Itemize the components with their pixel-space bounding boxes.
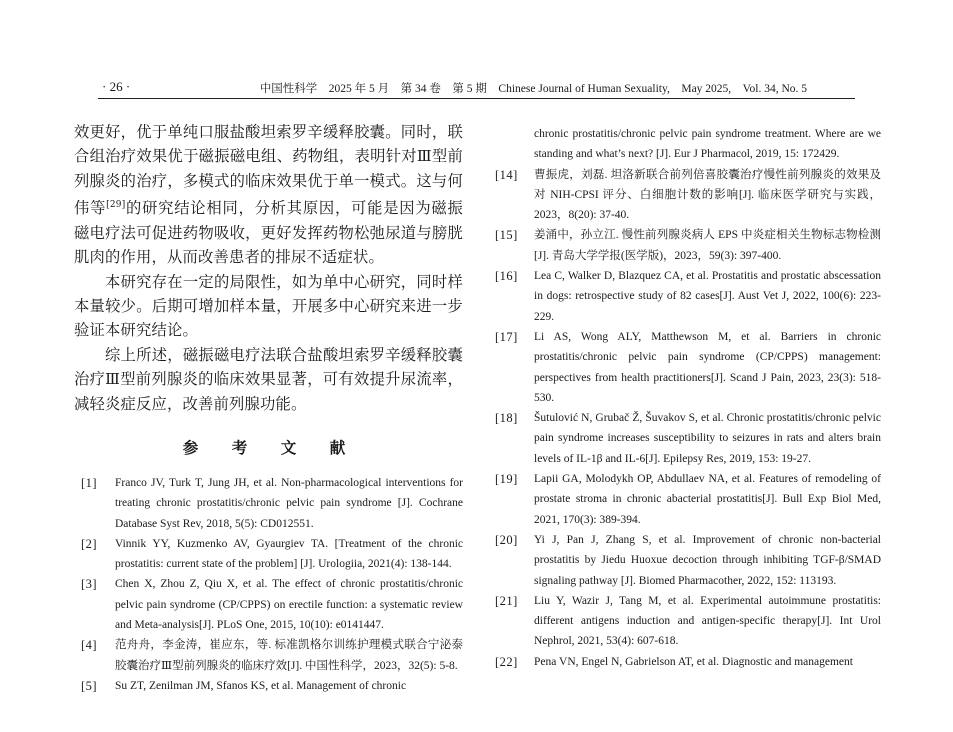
reference-text: chronic prostatitis/chronic pelvic pain syndrome treatment. Where are we standing and what’s next? [J]. Eur J Pharmacol, 2019, 15: 172429.: [534, 128, 881, 161]
right-column: [495, 124, 881, 672]
reference-item: [74, 676, 463, 696]
reference-item: [495, 225, 881, 266]
reference-label: [18]: [495, 411, 518, 426]
reference-label: [3]: [81, 577, 98, 592]
reference-label: [1]: [81, 475, 98, 490]
reference-text: Vinnik YY, Kuzmenko AV, Gyaurgiev TA. [Treatment of the chronic prostatitis: current state of the problem] [J]. Urologiia, 2021(4): 138-144.: [115, 537, 463, 571]
reference-label: [19]: [495, 472, 518, 487]
reference-label: [16]: [495, 269, 518, 284]
reference-label: [5]: [81, 678, 98, 693]
left-column: [74, 120, 463, 696]
reference-item: [74, 635, 463, 676]
journal-citation-line: 中国性科学 2025 年 5 月 第 34 卷 第 5 期 Chinese Journal of Human Sexuality, May 2025, Vol. 34, No. 5: [259, 83, 807, 95]
reference-item: [74, 574, 463, 635]
page-number: · 26 ·: [102, 79, 131, 94]
reference-label: [21]: [495, 593, 518, 608]
reference-text: Yi J, Pan J, Zhang S, et al. Improvement of chronic non-bacterial prostatitis by Jiedu Huoxue decoction through inhibiting TGF-β/SMAD signaling pathway [J]. Biomed Pharmacother, 2022, 152: 113193.: [534, 533, 881, 587]
reference-text: Su ZT, Zenilman JM, Sfanos KS, et al. Management of chronic: [115, 679, 407, 692]
reference-text: Li AS, Wong ALY, Matthewson M, et al. Barriers in chronic prostatitis/chronic pelvic pain syndrome (CP/CPPS) management: perspectives from health practitioners[J]. Scand J Pain, 2023, 23(3): 518-530.: [534, 330, 881, 404]
reference-item: [495, 530, 881, 591]
reference-item: [495, 266, 881, 327]
reference-item: [495, 165, 881, 226]
reference-item: [495, 591, 881, 652]
body-paragraph-3: 综上所述，磁振磁电疗法联合盐酸坦索罗辛缓释胶囊治疗Ⅲ型前列腺炎的临床效果显著，可有效提升尿流率，减轻炎症反应，改善前列腺功能。: [74, 345, 463, 413]
reference-list-left: [74, 473, 463, 696]
reference-text: 范舟舟，李金涛，崔应东，等. 标准凯格尔训练护理模式联合宁泌泰胶囊治疗Ⅲ型前列腺炎的临床疗效[J]. 中国性科学，2023，32(5): 5-8.: [115, 639, 463, 672]
reference-label: [17]: [495, 329, 518, 344]
references-heading: 参 考 文 献: [182, 437, 355, 457]
reference-text: Pena VN, Engel N, Gabrielson AT, et al. Diagnostic and management: [534, 655, 853, 668]
reference-text: Liu Y, Wazir J, Tang M, et al. Experimental autoimmune prostatitis: different antigens induction and antigen-specific therapy[J]. Int Urol Nephrol, 2021, 53(4): 607-618.: [534, 594, 881, 648]
reference-text: Chen X, Zhou Z, Qiu X, et al. The effect of chronic prostatitis/chronic pelvic pain syndrome (CP/CPPS) on erectile function: a systematic review and Meta-analysis[J]. PLoS One, 2015, 10(10): e0141447.: [115, 578, 463, 632]
reference-item: [495, 408, 881, 469]
reference-item: [495, 652, 881, 672]
reference-item: [74, 473, 463, 534]
running-header: [98, 76, 855, 99]
reference-text: Franco JV, Turk T, Jung JH, et al. Non-pharmacological interventions for treating chronic prostatitis/chronic pelvic pain syndrome [J]. Cochrane Database Syst Rev, 2018, 5(5): CD012551.: [115, 476, 463, 530]
reference-text: Šutulović N, Grubač Ž, Šuvakov S, et al. Chronic prostatitis/chronic pelvic pain syndrome increases susceptibility to seizures in rats and alters brain levels of IL-1β and IL-6[J]. Epilepsy Res, 2019, 153: 19-27.: [534, 412, 881, 465]
reference-label: [14]: [495, 167, 518, 182]
reference-text: 曹振虎，刘磊. 坦洛新联合前列倍喜胶囊治疗慢性前列腺炎的效果及对 NIH-CPSI 评分、白细胞计数的影响[J]. 临床医学研究与实践，2023，8(20): 37-40.: [534, 168, 881, 222]
reference-label: [22]: [495, 654, 518, 669]
reference-text: Lea C, Walker D, Blazquez CA, et al. Prostatitis and prostatic abscessation in dogs: retrospective study of 82 cases[J]. Aust Vet J, 2022, 100(6): 223-229.: [534, 270, 881, 323]
reference-label: [15]: [495, 228, 518, 243]
reference-item: [74, 534, 463, 575]
reference-label: [20]: [495, 532, 518, 547]
reference-item: [495, 327, 881, 408]
reference-label: [4]: [81, 638, 98, 653]
reference-label: [2]: [81, 536, 98, 551]
reference-list-right: [495, 124, 881, 672]
reference-text: Lapii GA, Molodykh OP, Abdullaev NA, et al. Features of remodeling of prostate stroma in chronic abacterial prostatitis[J]. Bull Exp Biol Med, 2021, 170(3): 389-394.: [534, 473, 881, 526]
reference-item-continuation: [495, 124, 881, 165]
reference-text: 姜涌中，孙立江. 慢性前列腺炎病人 EPS 中炎症相关生物标志物检测[J]. 青岛大学学报(医学版)，2023，59(3): 397-400.: [534, 229, 881, 262]
body-paragraph-1: 效更好，优于单纯口服盐酸坦索罗辛缓释胶囊。同时，联合组治疗效果优于磁振磁电组、药物组，表明针对Ⅲ型前列腺炎的治疗，多模式的临床效果优于单一模式。这与何伟等[29]的研究结论相同，分析其原因，可能是因为磁振磁电疗法可促进药物吸收，更好发挥药物松弛尿道与膀胱肌肉的作用，从而改善患者的排尿不适症状。: [74, 123, 463, 267]
citation-marker: [29]: [106, 200, 126, 211]
body-paragraph-2: 本研究存在一定的局限性，如为单中心研究，同时样本量较少。后期可增加样本量，开展多中心研究来进一步验证本研究结论。: [74, 272, 463, 340]
reference-item: [495, 469, 881, 530]
